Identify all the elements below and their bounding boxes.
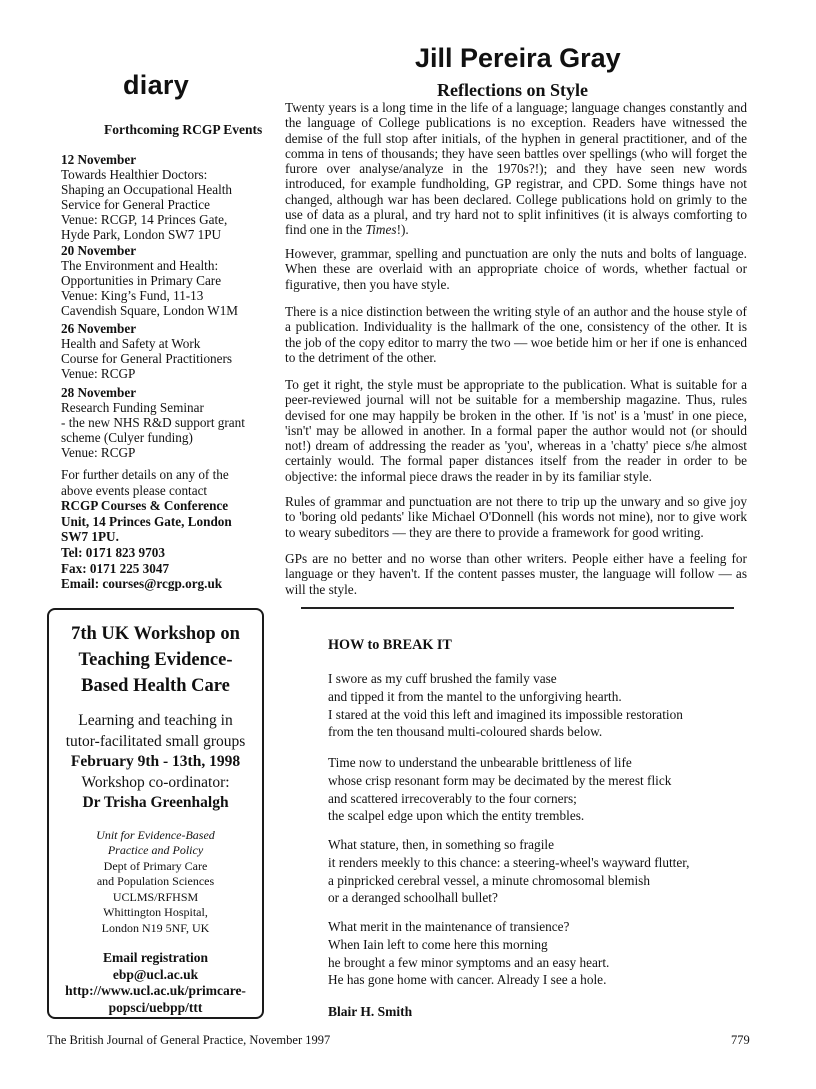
article-paragraph: However, grammar, spelling and punctuation are only the nuts and bolts of language. When these are overlaid with an appropriate choice of words, whether factual or figurative, then you have style. (285, 246, 747, 292)
event-line: Health and Safety at Work (61, 336, 201, 351)
contact-details (61, 467, 281, 592)
poem-line: he brought a few minor symptoms and an easy heart. (328, 954, 610, 970)
event-line: Shaping an Occupational Health (61, 182, 233, 197)
poem-line: When Iain left to come here this morning (328, 936, 548, 952)
workshop-desc: tutor-facilitated small groups (65, 732, 246, 750)
contact-email: Email: courses@rcgp.org.uk (61, 576, 223, 592)
section-divider (301, 607, 734, 609)
workshop-title-line: 7th UK Workshop on (71, 624, 240, 644)
event-line: Service for General Practice (61, 197, 211, 212)
contact-intro: above events please contact (61, 482, 208, 498)
unit-line: and Population Sciences (96, 874, 215, 888)
contact-fax: Fax: 0171 225 3047 (61, 560, 170, 576)
article-paragraph: To get it right, the style must be appropriate to the publication. What is suitable for a peer-reviewed journal will not be suitable for a membership magazine. Thus, rules devised for one may happily be broken in the other. If 'is not' is a 'must' in one piece, 'isn't' may be allowed in another. In a formal paper the author would not (or should not!) dream of addressing the reader as 'you', whereas in a 'chatty' piece s/he almost certainly would. The formal paper distances itself from the reader in order to be objective: the informal piece draws the reader in by its familiar style. (285, 377, 747, 484)
event-line: The Environment and Health: (61, 258, 219, 273)
event-line: Venue: King’s Fund, 11-13 (61, 288, 204, 303)
poem-stanza (328, 670, 748, 741)
unit-line: Whittington Hospital, (103, 905, 208, 919)
contact-postcode: SW7 1PU. (61, 529, 119, 545)
article-paragraph (285, 100, 747, 238)
event-line: Opportunities in Primary Care (61, 273, 222, 288)
registration-url: http://www.ucl.ac.uk/primcare- (65, 983, 246, 999)
article-paragraph: GPs are no better and no worse than other writers. People either have a feeling for language or they haven't. If the content passes muster, the language will follow — as will the style. (285, 551, 747, 597)
unit-line: UCLMS/RFHSM (112, 889, 199, 904)
poem-line: or a deranged schoolhall bullet? (328, 890, 498, 906)
poem-title: HOW to BREAK IT (328, 637, 452, 653)
contact-org: RCGP Courses & Conference (61, 498, 229, 514)
article-author: Jill Pereira Gray (415, 43, 621, 73)
registration-url: popsci/uebpp/ttt (108, 999, 203, 1015)
event-line: Venue: RCGP (61, 366, 136, 381)
poem-author: Blair H. Smith (328, 1004, 413, 1019)
workshop-details (49, 711, 262, 814)
coordinator-label: Workshop co-ordinator: (81, 773, 230, 791)
event-date: 28 November (61, 385, 137, 400)
diary-heading: diary (123, 70, 190, 100)
unit-line: Dept of Primary Care (103, 858, 208, 873)
article-title: Reflections on Style (437, 80, 588, 100)
para-italic: Times (365, 222, 397, 238)
event-line: Towards Healthier Doctors: (61, 167, 208, 182)
event-line: Research Funding Seminar (61, 400, 204, 415)
workshop-title (49, 621, 262, 699)
registration-email: ebp@ucl.ac.uk (112, 966, 199, 982)
event-item (61, 243, 281, 318)
article-paragraph: There is a nice distinction between the writing style of an author and the house style of a publication. Individuality is the hallmark of the one, consistency of the other. It is the job of the copy editor to marry the two — woe betide him or her if one is enhanced to the detriment of the other. (285, 304, 747, 365)
poem-line: and scattered irrecoverably to the four corners; (328, 790, 577, 806)
para-text: Twenty years is a long time in the life of a language; language changes constantly and the language of College publications is no exception. Readers have witnessed the demise of the full stop after initials, of the hyphen in general practitioner, and of the comma in tens of thousands; they have seen battles over spellings (who will forget the furore over analyse/analyze in the 1970s?!); and they have seen new words introduced, for example fundholding, GP registrar, and CPD. Some things have not changed, although war has been declared. College publications hold on grimly to the use of data as a plural, and try hard not to split infinitives (it is always comforting to find one in the (285, 100, 747, 238)
event-line: scheme (Culyer funding) (61, 430, 193, 445)
workshop-title-line: Teaching Evidence- (78, 650, 233, 670)
event-line: Cavendish Square, London W1M (61, 303, 239, 318)
unit-name: Practice and Policy (107, 843, 204, 857)
workshop-ad-box (47, 608, 264, 1019)
event-item (61, 321, 281, 381)
unit-line: London N19 5NF, UK (101, 920, 210, 935)
event-item (61, 385, 281, 460)
poem-line: whose crisp resonant form may be decimated by the merest flick (328, 772, 672, 788)
para-text: !). (396, 222, 409, 238)
article-paragraph: Rules of grammar and punctuation are not there to trip up the unwary and so give joy to 'boring old pedants' like Michael O'Donnell (his words not mine), nor to give work to weary subeditors — they are there to provide a framework for good writing. (285, 494, 747, 540)
poem-stanza (328, 754, 748, 825)
poem-line: and tipped it from the mantel to the unforgiving hearth. (328, 688, 622, 704)
poem-line: I stared at the void this left and imagined its impossible restoration (328, 706, 683, 722)
page-number: 779 (731, 1033, 750, 1047)
event-date: 20 November (61, 243, 137, 258)
poem-line: from the ten thousand multi-coloured shards below. (328, 724, 603, 740)
event-line: Venue: RCGP, 14 Princes Gate, (61, 212, 228, 227)
poem-stanza (328, 918, 748, 989)
event-line: Venue: RCGP (61, 445, 136, 460)
poem-line: Time now to understand the unbearable brittleness of life (328, 755, 632, 770)
contact-intro: For further details on any of the (61, 467, 229, 482)
poem-line: What merit in the maintenance of transience? (328, 919, 570, 934)
journal-footer: The British Journal of General Practice, November 1997 (47, 1033, 331, 1047)
poem-line: He has gone home with cancer. Already I see a hole. (328, 972, 607, 988)
events-heading: Forthcoming RCGP Events (104, 122, 263, 137)
poem-line: it renders meekly to this chance: a steering-wheel's wayward flutter, (328, 854, 690, 870)
event-line: Hyde Park, London SW7 1PU (61, 227, 222, 242)
event-date: 26 November (61, 321, 137, 336)
poem-line: I swore as my cuff brushed the family vase (328, 671, 557, 686)
contact-phone: Tel: 0171 823 9703 (61, 544, 165, 560)
poem-line: What stature, then, in something so fragile (328, 837, 554, 852)
event-date: 12 November (61, 152, 137, 167)
event-line: - the new NHS R&D support grant (61, 415, 245, 430)
workshop-registration (49, 950, 262, 1016)
poem-stanza (328, 836, 748, 907)
poem-line: the scalpel edge upon which the entity trembles. (328, 808, 585, 824)
contact-address: Unit, 14 Princes Gate, London (61, 513, 232, 529)
workshop-title-line: Based Health Care (81, 676, 230, 696)
unit-name: Unit for Evidence-Based (96, 827, 215, 842)
event-line: Course for General Practitioners (61, 351, 233, 366)
event-item (61, 152, 281, 242)
coordinator-name: Dr Trisha Greenhalgh (82, 794, 229, 811)
poem-line: a pinpricked cerebral vessel, a minute chromosomal blemish (328, 872, 650, 888)
workshop-unit (49, 828, 262, 937)
registration-label: Email registration (102, 950, 209, 965)
workshop-desc: Learning and teaching in (78, 712, 233, 729)
workshop-dates: February 9th - 13th, 1998 (70, 753, 241, 770)
